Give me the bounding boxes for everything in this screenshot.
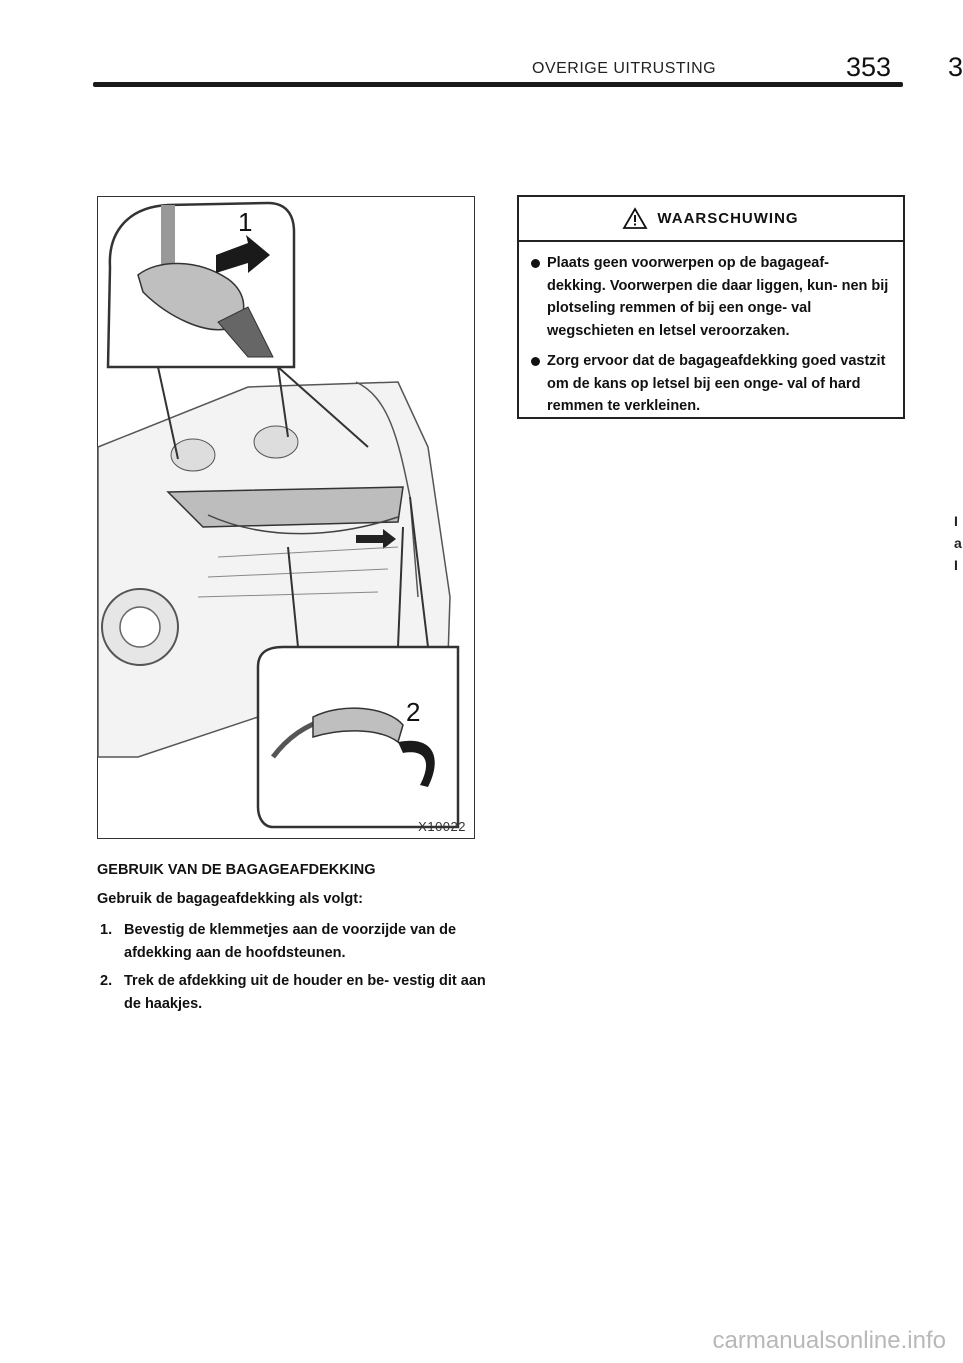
step-text: Trek de afdekking uit de houder en be- vestig dit aan de haakjes.: [124, 973, 486, 1012]
warning-item: [531, 252, 891, 342]
section-intro: Gebruik de bagageafdekking als volgt:: [97, 891, 363, 907]
margin-fragment: I: [954, 513, 958, 529]
callout-2-label: 2: [406, 697, 421, 727]
cover-panel: [168, 487, 403, 527]
warning-item-text: Zorg ervoor dat de bagageafdekking goed vastzit om de kans op letsel bij een onge- val of hard remmen te verkleinen.: [547, 353, 886, 414]
page-number: 353: [846, 52, 892, 82]
warning-item-text: Plaats geen voorwerpen op de bagageaf- dekking. Voorwerpen die daar liggen, kun- nen bij plotseling remmen of bij een onge- val wegschieten en letsel veroorzaken.: [547, 255, 889, 339]
callout-1-label: 1: [238, 207, 253, 237]
step-number: 1.: [100, 922, 113, 938]
margin-text-fragments: [954, 510, 962, 576]
bullet-icon: [531, 259, 540, 268]
bullet-icon: [531, 357, 540, 366]
warning-triangle-icon: [623, 208, 647, 229]
header-rule: [93, 82, 903, 87]
warning-list: [519, 242, 903, 418]
margin-fragment: a: [954, 535, 962, 551]
running-header-title: OVERIGE UITRUSTING: [532, 60, 717, 77]
step-item: [100, 970, 490, 1015]
figure-code: X10022: [418, 819, 466, 834]
section-heading: GEBRUIK VAN DE BAGAGEAFDEKKING: [97, 862, 376, 878]
warning-item: [531, 350, 891, 418]
step-number: 2.: [100, 973, 113, 989]
clipped-next-page-number: 3: [948, 52, 963, 82]
warning-box: [517, 195, 905, 419]
headrest-right: [254, 426, 298, 458]
illustration-drawing: [98, 197, 476, 840]
tonneau-cover-illustration: [97, 196, 475, 839]
watermark: carmanualsonline.info: [712, 1327, 946, 1354]
step-text: Bevestig de klemmetjes aan de voorzijde van de afdekking aan de hoofdsteunen.: [124, 922, 457, 961]
steps-list: [100, 919, 490, 1021]
warning-title: WAARSCHUWING: [657, 210, 799, 227]
step-item: [100, 919, 490, 964]
margin-fragment: I: [954, 557, 958, 573]
warning-header: [519, 197, 903, 242]
inset-hook: [258, 647, 458, 827]
